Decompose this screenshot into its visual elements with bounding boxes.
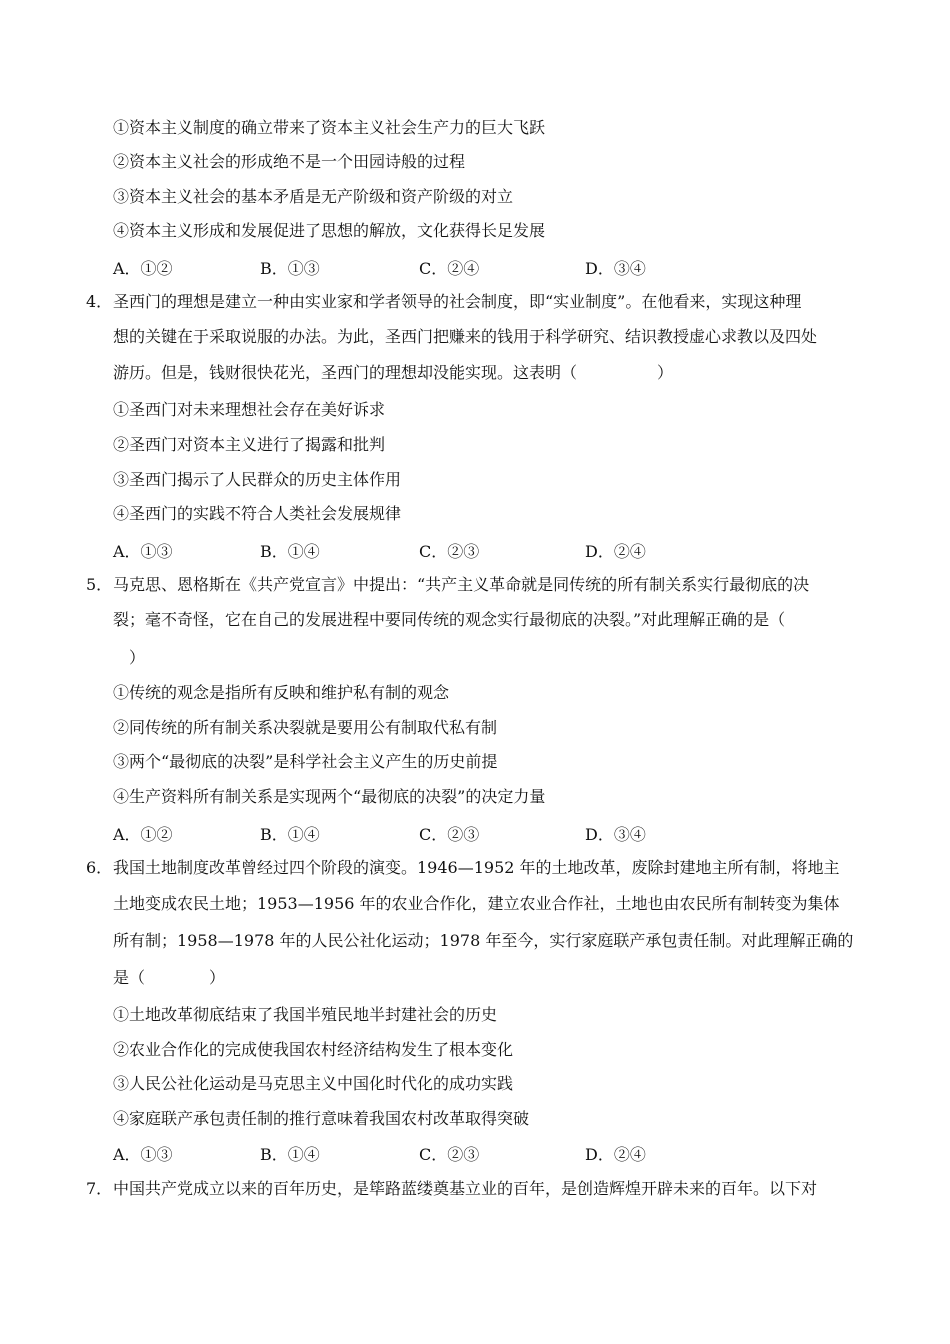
q6-choice-c[interactable]: C．②③ <box>419 1145 480 1164</box>
q6-statement-3: ③人民公社化运动是马克思主义中国化时代化的成功实践 <box>113 1074 514 1093</box>
q3-choice-c[interactable]: C．②④ <box>419 259 480 278</box>
q6-statement-1: ①土地改革彻底结束了我国半殖民地半封建社会的历史 <box>113 1005 498 1024</box>
q5-choice-b[interactable]: B．①④ <box>260 825 320 844</box>
q7-number: 7． <box>86 1179 113 1198</box>
q6-stem-line-1: 我国土地制度改革曾经过四个阶段的演变。1946—1952 年的土地改革，废除封建地主所有制，将地主 <box>113 858 840 877</box>
q6-choice-a[interactable]: A．①③ <box>113 1145 173 1164</box>
q4-statement-3: ③圣西门揭示了人民群众的历史主体作用 <box>113 470 402 489</box>
q7-stem-line-1: 中国共产党成立以来的百年历史，是筚路蓝缕奠基立业的百年，是创造辉煌开辟未来的百年。以下对 <box>113 1179 818 1198</box>
q6-number: 6． <box>86 858 113 877</box>
q5-statement-4: ④生产资料所有制关系是实现两个“最彻底的决裂”的决定力量 <box>113 787 546 806</box>
q6-stem-line-3: 所有制；1958—1978 年的人民公社化运动；1978 年至今，实行家庭联产承包责任制。对此理解正确的 <box>113 931 854 950</box>
q3-statement-2: ②资本主义社会的形成绝不是一个田园诗般的过程 <box>113 152 466 171</box>
q5-stem-line-2: 裂；毫不奇怪，它在自己的发展进程中要同传统的观念实行最彻底的决裂。”对此理解正确的是（ <box>113 610 786 629</box>
q6-stem-line-2: 土地变成农民土地；1953—1956 年的农业合作化，建立农业合作社，土地也由农民所有制转变为集体 <box>113 894 840 913</box>
q6-choice-b[interactable]: B．①④ <box>260 1145 320 1164</box>
q5-number: 5． <box>86 575 113 594</box>
q5-choice-a[interactable]: A．①② <box>113 825 173 844</box>
q5-statement-2: ②同传统的所有制关系决裂就是要用公有制取代私有制 <box>113 718 498 737</box>
q3-statement-4: ④资本主义形成和发展促进了思想的解放，文化获得长足发展 <box>113 221 546 240</box>
q3-statement-3: ③资本主义社会的基本矛盾是无产阶级和资产阶级的对立 <box>113 187 514 206</box>
q4-stem-line-1: 圣西门的理想是建立一种由实业家和学者领导的社会制度，即“实业制度”。在他看来，实现这种理 <box>113 292 802 311</box>
q3-choice-a[interactable]: A．①② <box>113 259 173 278</box>
q4-stem-line-3: 游历。但是，钱财很快花光，圣西门的理想却没能实现。这表明（ ） <box>113 363 674 382</box>
q4-statement-4: ④圣西门的实践不符合人类社会发展规律 <box>113 504 402 523</box>
q6-choice-d[interactable]: D．②④ <box>585 1145 646 1164</box>
q5-statement-3: ③两个“最彻底的决裂”是科学社会主义产生的历史前提 <box>113 752 498 771</box>
q5-choice-d[interactable]: D．③④ <box>585 825 646 844</box>
q4-choice-a[interactable]: A．①③ <box>113 542 173 561</box>
q4-stem-line-2: 想的关键在于采取说服的办法。为此，圣西门把赚来的钱用于科学研究、结识教授虚心求教以及四处 <box>113 327 818 346</box>
q5-statement-1: ①传统的观念是指所有反映和维护私有制的观念 <box>113 683 450 702</box>
q3-statement-1: ①资本主义制度的确立带来了资本主义社会生产力的巨大飞跃 <box>113 118 546 137</box>
q4-statement-1: ①圣西门对未来理想社会存在美好诉求 <box>113 400 386 419</box>
q4-choice-c[interactable]: C．②③ <box>419 542 480 561</box>
q5-stem-line-3: ） <box>113 648 146 667</box>
q6-statement-4: ④家庭联产承包责任制的推行意味着我国农村改革取得突破 <box>113 1109 530 1128</box>
q4-choice-d[interactable]: D．②④ <box>585 542 646 561</box>
q3-choice-b[interactable]: B．①③ <box>260 259 320 278</box>
q5-choice-c[interactable]: C．②③ <box>419 825 480 844</box>
q6-stem-line-4: 是（ ） <box>113 968 226 987</box>
q6-statement-2: ②农业合作化的完成使我国农村经济结构发生了根本变化 <box>113 1040 514 1059</box>
q4-number: 4． <box>86 292 113 311</box>
q3-choice-d[interactable]: D．③④ <box>585 259 646 278</box>
q5-stem-line-1: 马克思、恩格斯在《共产党宣言》中提出：“共产主义革命就是同传统的所有制关系实行最彻底的决 <box>113 575 810 594</box>
q4-statement-2: ②圣西门对资本主义进行了揭露和批判 <box>113 435 386 454</box>
q4-choice-b[interactable]: B．①④ <box>260 542 320 561</box>
